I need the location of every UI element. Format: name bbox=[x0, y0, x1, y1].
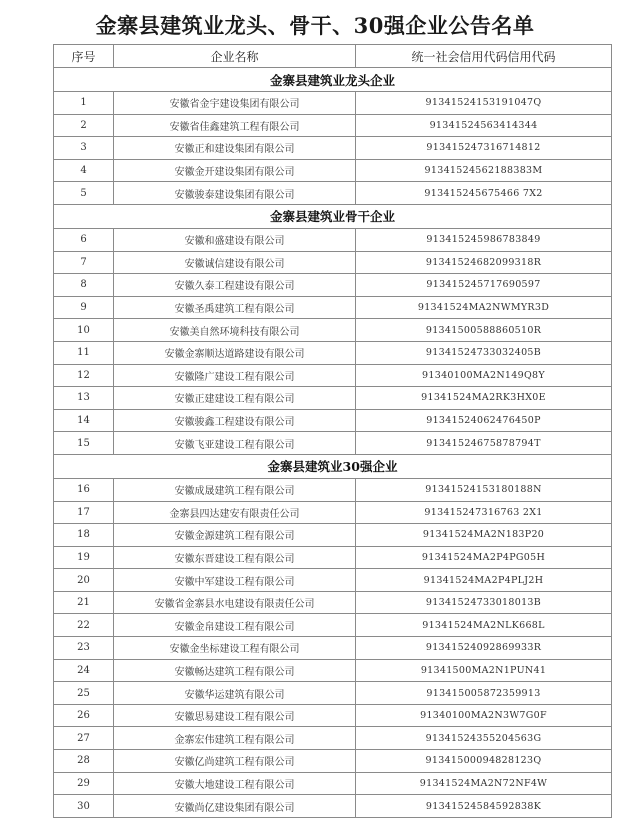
section-heading: 金寨县建筑业骨干企业 bbox=[54, 204, 612, 228]
table-row bbox=[54, 228, 612, 251]
document-title: 金寨县建筑业龙头、骨干、30强企业公告名单 bbox=[95, 13, 535, 38]
cell-company-name: 安徽久泰工程建设有限公司 bbox=[114, 274, 356, 297]
table-row bbox=[54, 772, 612, 795]
cell-company-name: 安徽尚亿建设集团有限公司 bbox=[114, 795, 356, 818]
cell-company-name: 安徽中军建设工程有限公司 bbox=[114, 569, 356, 592]
cell-credit-code: 913415247316714812 bbox=[356, 137, 612, 160]
cell-index: 25 bbox=[54, 682, 114, 705]
section-heading-row bbox=[54, 68, 612, 92]
cell-credit-code: 91341524MA2P4PLJ2H bbox=[356, 569, 612, 592]
cell-index: 21 bbox=[54, 591, 114, 614]
cell-index: 30 bbox=[54, 795, 114, 818]
cell-credit-code: 91341500094828123Q bbox=[356, 750, 612, 773]
cell-index: 9 bbox=[54, 296, 114, 319]
cell-credit-code: 91341524733018013B bbox=[356, 591, 612, 614]
table-row bbox=[54, 478, 612, 501]
cell-company-name: 安徽金帛建设工程有限公司 bbox=[114, 614, 356, 637]
cell-index: 11 bbox=[54, 341, 114, 364]
enterprise-table bbox=[53, 44, 612, 818]
table-row bbox=[54, 501, 612, 524]
table-row bbox=[54, 319, 612, 342]
cell-index: 3 bbox=[54, 137, 114, 160]
table-row bbox=[54, 795, 612, 818]
cell-company-name: 安徽东晋建设工程有限公司 bbox=[114, 546, 356, 569]
cell-company-name: 安徽成晟建筑工程有限公司 bbox=[114, 478, 356, 501]
column-header-index: 序号 bbox=[54, 45, 114, 68]
cell-index: 15 bbox=[54, 432, 114, 455]
cell-company-name: 安徽飞亚建设工程有限公司 bbox=[114, 432, 356, 455]
cell-company-name: 安徽正建建设工程有限公司 bbox=[114, 387, 356, 410]
cell-credit-code: 913415245675466 7X2 bbox=[356, 182, 612, 205]
cell-company-name: 安徽诚信建设有限公司 bbox=[114, 251, 356, 274]
cell-company-name: 安徽隆广建设工程有限公司 bbox=[114, 364, 356, 387]
cell-credit-code: 91340100MA2N3W7G0F bbox=[356, 704, 612, 727]
cell-company-name: 安徽金源建筑工程有限公司 bbox=[114, 524, 356, 547]
table-row bbox=[54, 704, 612, 727]
cell-index: 27 bbox=[54, 727, 114, 750]
table-row bbox=[54, 432, 612, 455]
cell-credit-code: 91341524MA2NWMYR3D bbox=[356, 296, 612, 319]
table-row bbox=[54, 727, 612, 750]
cell-credit-code: 913415245986783849 bbox=[356, 228, 612, 251]
cell-company-name: 安徽金寨顺达道路建设有限公司 bbox=[114, 341, 356, 364]
table-row bbox=[54, 341, 612, 364]
table-row bbox=[54, 682, 612, 705]
table-row bbox=[54, 614, 612, 637]
cell-credit-code: 913415005872359913 bbox=[356, 682, 612, 705]
cell-company-name: 安徽大地建设工程有限公司 bbox=[114, 772, 356, 795]
cell-company-name: 安徽亿尚建筑工程有限公司 bbox=[114, 750, 356, 773]
cell-index: 12 bbox=[54, 364, 114, 387]
cell-index: 10 bbox=[54, 319, 114, 342]
cell-index: 17 bbox=[54, 501, 114, 524]
table-row bbox=[54, 569, 612, 592]
cell-company-name: 安徽畅达建筑工程有限公司 bbox=[114, 659, 356, 682]
cell-index: 5 bbox=[54, 182, 114, 205]
section-heading-row bbox=[54, 454, 612, 478]
cell-credit-code: 91341524675878794T bbox=[356, 432, 612, 455]
cell-credit-code: 91341524MA2N183P20 bbox=[356, 524, 612, 547]
cell-credit-code: 91341524562188383M bbox=[356, 159, 612, 182]
cell-company-name: 安徽圣禹建筑工程有限公司 bbox=[114, 296, 356, 319]
cell-company-name: 安徽金坐标建设工程有限公司 bbox=[114, 637, 356, 660]
cell-company-name: 安徽思易建设工程有限公司 bbox=[114, 704, 356, 727]
cell-index: 20 bbox=[54, 569, 114, 592]
cell-index: 7 bbox=[54, 251, 114, 274]
cell-credit-code: 913415245717690597 bbox=[356, 274, 612, 297]
cell-company-name: 安徽华运建筑有限公司 bbox=[114, 682, 356, 705]
cell-company-name: 金寨宏伟建筑工程有限公司 bbox=[114, 727, 356, 750]
cell-index: 14 bbox=[54, 409, 114, 432]
cell-index: 1 bbox=[54, 92, 114, 115]
table-row bbox=[54, 274, 612, 297]
table-row bbox=[54, 409, 612, 432]
cell-credit-code: 91341524MA2NLK668L bbox=[356, 614, 612, 637]
cell-credit-code: 91341524733032405B bbox=[356, 341, 612, 364]
table-row bbox=[54, 182, 612, 205]
cell-credit-code: 91341524092869933R bbox=[356, 637, 612, 660]
cell-index: 8 bbox=[54, 274, 114, 297]
table-row bbox=[54, 364, 612, 387]
cell-company-name: 安徽正和建设集团有限公司 bbox=[114, 137, 356, 160]
cell-company-name: 安徽和盛建设有限公司 bbox=[114, 228, 356, 251]
table-body bbox=[54, 68, 612, 818]
cell-credit-code: 91340100MA2N149Q8Y bbox=[356, 364, 612, 387]
table-row bbox=[54, 591, 612, 614]
cell-credit-code: 91341500588860510R bbox=[356, 319, 612, 342]
section-heading-row bbox=[54, 204, 612, 228]
table-row bbox=[54, 114, 612, 137]
cell-index: 13 bbox=[54, 387, 114, 410]
table-row bbox=[54, 159, 612, 182]
table-row bbox=[54, 92, 612, 115]
cell-credit-code: 91341500MA2N1PUN41 bbox=[356, 659, 612, 682]
cell-index: 29 bbox=[54, 772, 114, 795]
table-row bbox=[54, 251, 612, 274]
cell-index: 26 bbox=[54, 704, 114, 727]
cell-credit-code: 91341524062476450P bbox=[356, 409, 612, 432]
column-header-name: 企业名称 bbox=[114, 45, 356, 68]
table-row bbox=[54, 637, 612, 660]
cell-credit-code: 91341524682099318R bbox=[356, 251, 612, 274]
cell-credit-code: 91341524584592838K bbox=[356, 795, 612, 818]
cell-index: 16 bbox=[54, 478, 114, 501]
cell-company-name: 安徽省佳鑫建筑工程有限公司 bbox=[114, 114, 356, 137]
cell-index: 22 bbox=[54, 614, 114, 637]
cell-company-name: 安徽美自然环境科技有限公司 bbox=[114, 319, 356, 342]
cell-index: 23 bbox=[54, 637, 114, 660]
table-row bbox=[54, 137, 612, 160]
section-heading: 金寨县建筑业龙头企业 bbox=[54, 68, 612, 92]
cell-credit-code: 91341524153180188N bbox=[356, 478, 612, 501]
table-header-row bbox=[54, 45, 612, 68]
cell-index: 28 bbox=[54, 750, 114, 773]
cell-index: 6 bbox=[54, 228, 114, 251]
cell-credit-code: 91341524MA2P4PG05H bbox=[356, 546, 612, 569]
table-row bbox=[54, 387, 612, 410]
cell-index: 24 bbox=[54, 659, 114, 682]
cell-company-name: 安徽骏鑫工程建设有限公司 bbox=[114, 409, 356, 432]
table-row bbox=[54, 750, 612, 773]
cell-credit-code: 91341524MA2N72NF4W bbox=[356, 772, 612, 795]
column-header-code: 统一社会信用代码信用代码 bbox=[356, 45, 612, 68]
table-row bbox=[54, 296, 612, 319]
cell-company-name: 安徽金开建设集团有限公司 bbox=[114, 159, 356, 182]
cell-index: 18 bbox=[54, 524, 114, 547]
cell-index: 19 bbox=[54, 546, 114, 569]
cell-credit-code: 91341524563414344 bbox=[356, 114, 612, 137]
table-row bbox=[54, 546, 612, 569]
cell-company-name: 安徽骏泰建设集团有限公司 bbox=[114, 182, 356, 205]
cell-company-name: 金寨县四达建安有限责任公司 bbox=[114, 501, 356, 524]
cell-index: 2 bbox=[54, 114, 114, 137]
cell-credit-code: 913415247316763 2X1 bbox=[356, 501, 612, 524]
table-row bbox=[54, 659, 612, 682]
cell-company-name: 安徽省金宇建设集团有限公司 bbox=[114, 92, 356, 115]
section-heading: 金寨县建筑业30强企业 bbox=[54, 454, 612, 478]
cell-credit-code: 91341524355204563G bbox=[356, 727, 612, 750]
cell-credit-code: 91341524153191047Q bbox=[356, 92, 612, 115]
cell-company-name: 安徽省金寨县水电建设有限责任公司 bbox=[114, 591, 356, 614]
cell-index: 4 bbox=[54, 159, 114, 182]
table-row bbox=[54, 524, 612, 547]
cell-credit-code: 91341524MA2RK3HX0E bbox=[356, 387, 612, 410]
